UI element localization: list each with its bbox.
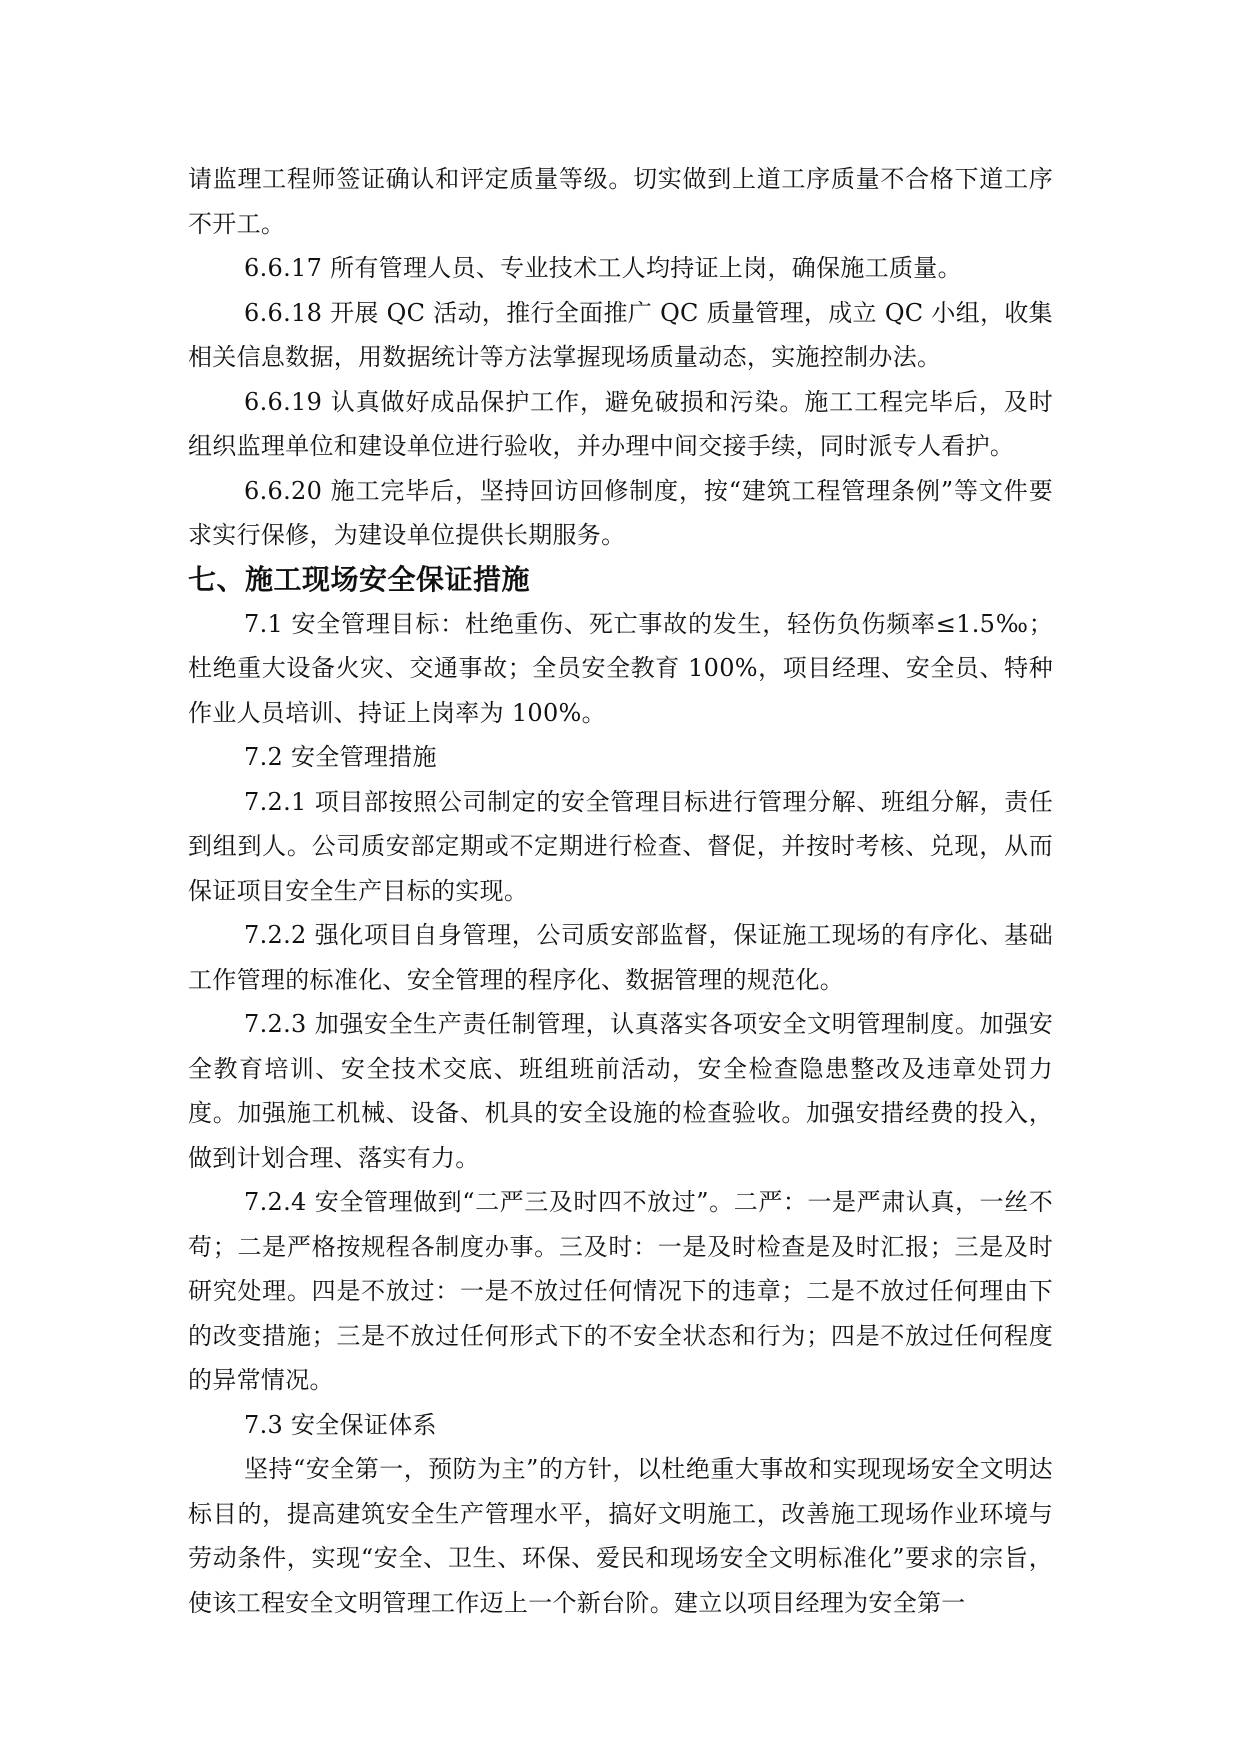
paragraph: 7.2.2 强化项目自身管理，公司质安部监督，保证施工现场的有序化、基础工作管理的标准化、安全管理的程序化、数据管理的规范化。 <box>188 921 1053 994</box>
paragraph: 6.6.19 认真做好成品保护工作，避免破损和污染。施工工程完毕后，及时组织监理单位和建设单位进行验收，并办理中间交接手续，同时派专人看护。 <box>188 387 1053 460</box>
paragraph: 7.1 安全管理目标：杜绝重伤、死亡事故的发生，轻伤负伤频率≤1.5‰；杜绝重大设备火灾、交通事故；全员安全教育 100%，项目经理、安全员、特种作业人员培训、持证上岗率为 100%。 <box>188 609 1053 727</box>
paragraph: 7.2.3 加强安全生产责任制管理，认真落实各项安全文明管理制度。加强安全教育培训、安全技术交底、班组班前活动，安全检查隐患整改及违章处罚力度。加强施工机械、设备、机具的安全设施的检查验收。加强安措经费的投入，做到计划合理、落实有力。 <box>188 1010 1053 1172</box>
paragraph: 6.6.20 施工完毕后，坚持回访回修制度，按“建筑工程管理条例”等文件要求实行保修，为建设单位提供长期服务。 <box>188 476 1053 549</box>
paragraph: 6.6.17 所有管理人员、专业技术工人均持证上岗，确保施工质量。 <box>244 254 962 282</box>
paragraph: 7.2 安全管理措施 <box>244 743 437 771</box>
paragraph: 7.2.1 项目部按照公司制定的安全管理目标进行管理分解、班组分解，责任到组到人。公司质安部定期或不定期进行检查、督促，并按时考核、兑现，从而保证项目安全生产目标的实现。 <box>188 787 1053 905</box>
paragraph: 6.6.18 开展 QC 活动，推行全面推广 QC 质量管理，成立 QC 小组，收集相关信息数据，用数据统计等方法掌握现场质量动态，实施控制办法。 <box>188 298 1053 371</box>
section-heading: 七、施工现场安全保证措施 <box>188 562 531 596</box>
document-page <box>188 157 1053 1625</box>
paragraph: 7.3 安全保证体系 <box>244 1410 437 1439</box>
paragraph: 7.2.4 安全管理做到“二严三及时四不放过”。二严：一是严肃认真，一丝不苟；二是严格按规程各制度办事。三及时：一是及时检查是及时汇报；三是及时研究处理。四是不放过：一是不放过任何情况下的违章；二是不放过任何理由下的改变措施；三是不放过任何形式下的不安全状态和行为；四是不放过任何程度的异常情况。 <box>188 1188 1053 1394</box>
paragraph: 请监理工程师签证确认和评定质量等级。切实做到上道工序质量不合格下道工序不开工。 <box>188 165 1053 238</box>
paragraph: 坚持“安全第一，预防为主”的方针，以杜绝重大事故和实现现场安全文明达标目的，提高建筑安全生产管理水平，搞好文明施工，改善施工现场作业环境与劳动条件，实现“安全、卫生、环保、爱民和现场安全文明标准化”要求的宗旨，使该工程安全文明管理工作迈上一个新台阶。建立以项目经理为安全第一 <box>188 1455 1053 1617</box>
